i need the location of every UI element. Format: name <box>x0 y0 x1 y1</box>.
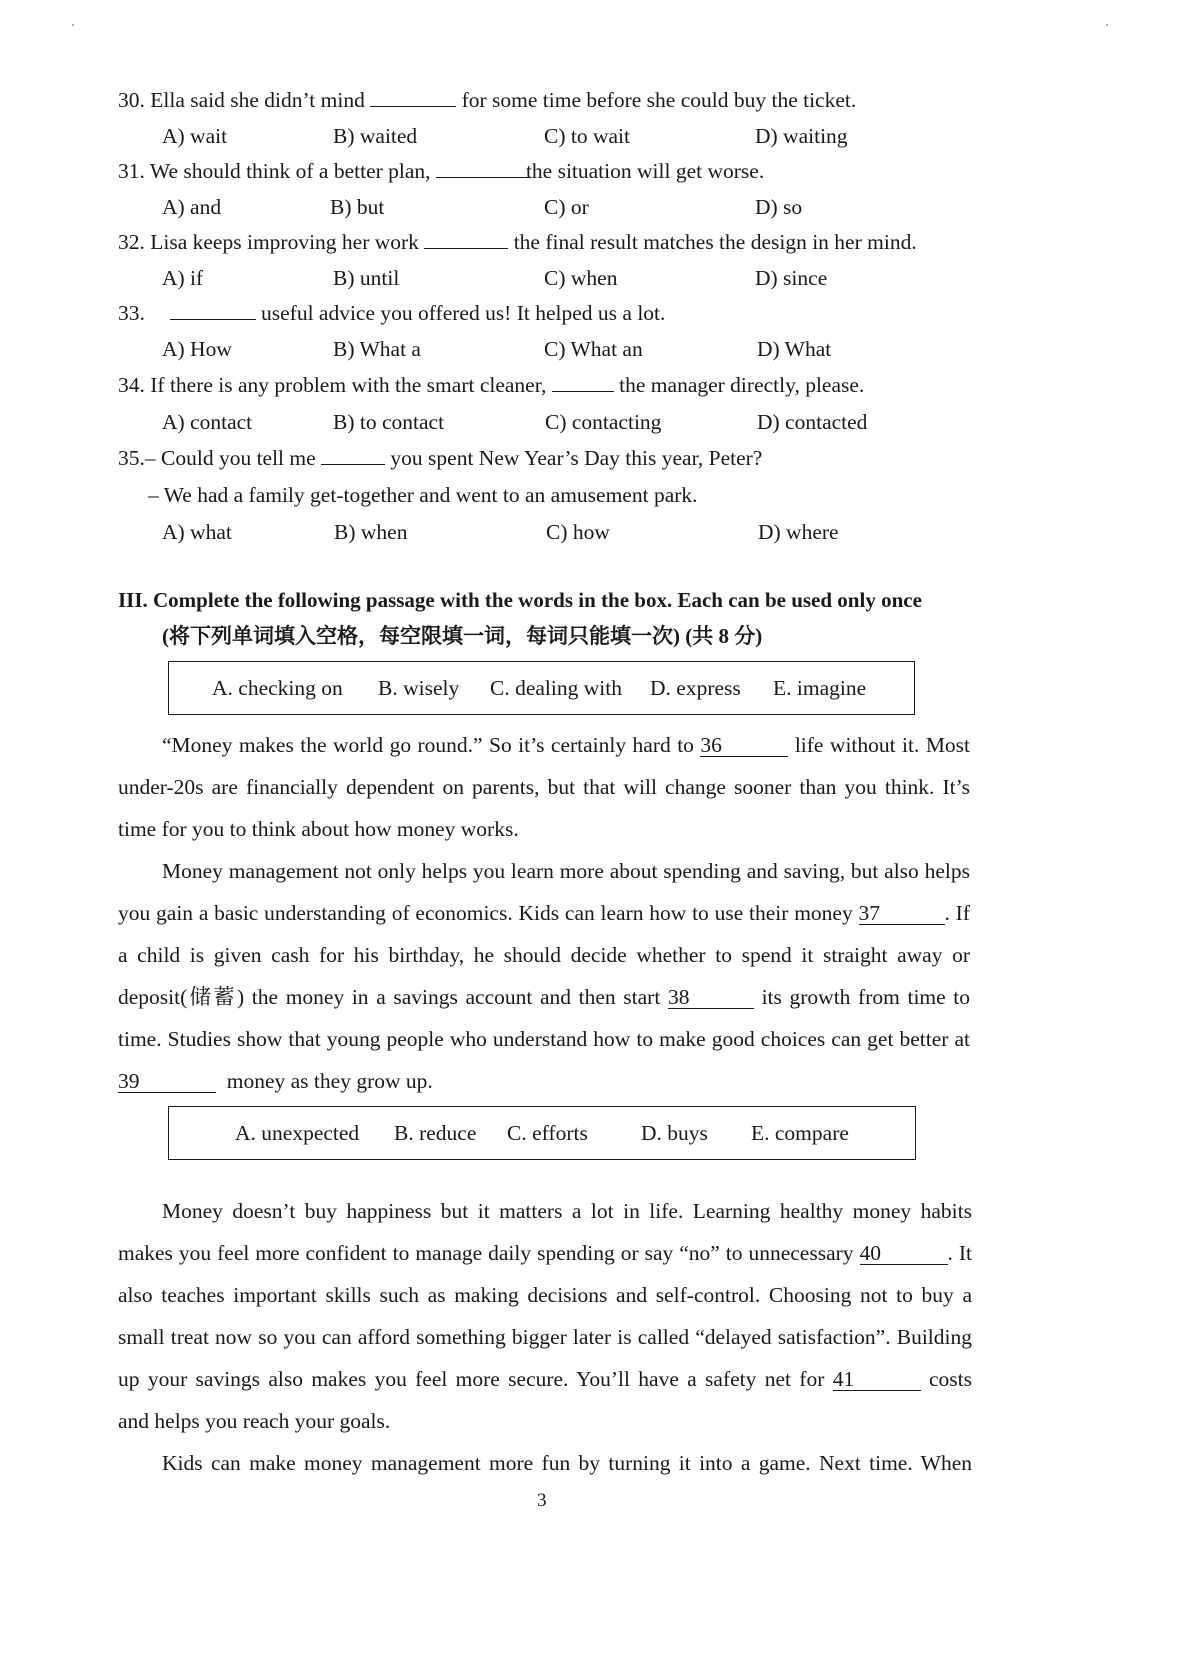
section-heading: III. Complete the following passage with the words in the box. Each can be used only once <box>118 588 922 612</box>
question-number: 33. <box>118 301 145 325</box>
question-number: 30. <box>118 88 145 112</box>
question-30 <box>118 86 856 114</box>
option-c[interactable]: C) or <box>544 195 589 219</box>
question-text-after: the manager directly, please. <box>619 373 865 397</box>
option-d[interactable]: D) contacted <box>757 410 868 434</box>
passage-line: time for you to think about how money works. <box>118 817 519 841</box>
word-box-2 <box>168 1106 916 1160</box>
page-number: 3 <box>537 1490 547 1511</box>
passage-line: up your savings also makes you feel more secure. You’ll have a safety net for 41 costs <box>118 1367 973 1391</box>
passage-line: Money management not only helps you learn more about spending and saving, but also helps <box>162 859 970 883</box>
question-text-after: for some time before she could buy the ticket. <box>461 88 857 112</box>
word-option: B. reduce <box>394 1121 477 1145</box>
word-option: B. wisely <box>378 676 460 700</box>
option-d[interactable]: D) waiting <box>755 124 848 148</box>
passage-line: 39 money as they grow up. <box>118 1069 433 1093</box>
word-option: A. checking on <box>212 676 343 700</box>
question-31 <box>118 157 764 185</box>
question-text-before: Lisa keeps improving her work <box>150 230 419 254</box>
option-d[interactable]: D) What <box>757 337 832 361</box>
option-c[interactable]: C) how <box>546 520 610 544</box>
question-text-before: – Could you tell me <box>144 446 316 470</box>
answer-blank[interactable] <box>424 228 508 249</box>
question-35-reply: – We had a family get-together and went to an amusement park. <box>148 483 698 507</box>
question-text-after: you spent New Year’s Day this year, Peter? <box>390 446 763 470</box>
answer-blank-38[interactable]: 38 <box>668 986 754 1009</box>
option-c[interactable]: C) contacting <box>545 410 662 434</box>
question-text-after: useful advice you offered us! It helped us a lot. <box>261 301 666 325</box>
answer-blank[interactable] <box>370 86 456 107</box>
word-option: D. express <box>650 676 741 700</box>
question-33 <box>118 299 665 327</box>
answer-blank[interactable] <box>436 157 530 178</box>
question-number: 32. <box>118 230 145 254</box>
passage-line: time. Studies show that young people who understand how to make good choices can get better at <box>118 1027 970 1051</box>
option-a[interactable]: A) and <box>162 195 222 219</box>
answer-blank-39[interactable]: 39 <box>118 1070 216 1093</box>
question-text-before: Ella said she didn’t mind <box>150 88 365 112</box>
passage-line: Money doesn’t buy happiness but it matters a lot in life. Learning healthy money habits <box>162 1199 972 1223</box>
answer-blank-36[interactable]: 36 <box>700 734 788 757</box>
option-b[interactable]: B) until <box>333 266 400 290</box>
question-text-after: the situation will get worse. <box>525 159 765 183</box>
option-a[interactable]: A) wait <box>162 124 228 148</box>
passage-2 <box>118 1190 972 1484</box>
passage-line: makes you feel more confident to manage daily spending or say “no” to unnecessary 40 . It <box>118 1241 973 1265</box>
option-d[interactable]: D) so <box>755 195 803 219</box>
word-option: E. compare <box>751 1121 849 1145</box>
option-b[interactable]: B) waited <box>333 124 418 148</box>
question-text-after: the final result matches the design in her mind. <box>513 230 917 254</box>
option-b[interactable]: B) What a <box>333 337 421 361</box>
passage-line: and helps you reach your goals. <box>118 1409 391 1433</box>
answer-blank[interactable] <box>552 371 614 392</box>
question-32 <box>118 228 917 256</box>
passage-line: you gain a basic understanding of economics. Kids can learn how to use their money 37 . If <box>118 901 970 925</box>
option-a[interactable]: A) How <box>162 337 232 361</box>
option-a[interactable]: A) contact <box>162 410 253 434</box>
question-34 <box>118 371 864 399</box>
option-a[interactable]: A) if <box>162 266 204 290</box>
word-option: E. imagine <box>773 676 867 700</box>
question-number: 31. <box>118 159 145 183</box>
option-d[interactable]: D) where <box>758 520 839 544</box>
passage-line: also teaches important skills such as making decisions and self-control. Choosing not to buy a <box>118 1283 972 1307</box>
answer-blank-40[interactable]: 40 <box>860 1242 948 1265</box>
answer-blank-37[interactable]: 37 <box>859 902 945 925</box>
passage-line: Kids can make money management more fun by turning it into a game. Next time. When <box>162 1451 972 1475</box>
passage-line: deposit(储蓄) the money in a savings account and then start 38 its growth from time to <box>118 985 971 1009</box>
passage-line: under-20s are financially dependent on parents, but that will change sooner than you think. It’s <box>118 775 970 799</box>
question-text-before: We should think of a better plan, <box>149 159 431 183</box>
question-number: 35. <box>118 446 145 470</box>
option-c[interactable]: C) to wait <box>544 124 630 148</box>
option-c[interactable]: C) What an <box>544 337 643 361</box>
passage-line: “Money makes the world go round.” So it’s certainly hard to 36 life without it. Most <box>162 733 971 757</box>
question-35 <box>118 444 762 472</box>
answer-blank[interactable] <box>170 299 256 320</box>
answer-blank-41[interactable]: 41 <box>833 1368 921 1391</box>
question-text-before: If there is any problem with the smart cleaner, <box>150 373 547 397</box>
answer-blank[interactable] <box>321 444 385 465</box>
option-b[interactable]: B) to contact <box>333 410 445 434</box>
scan-speck <box>72 24 74 26</box>
option-a[interactable]: A) what <box>162 520 232 544</box>
option-d[interactable]: D) since <box>755 266 828 290</box>
word-option: C. dealing with <box>490 676 622 700</box>
word-option: A. unexpected <box>235 1121 360 1145</box>
passage-line: a child is given cash for his birthday, he should decide whether to spend it straight away or <box>118 943 970 967</box>
section-instruction: (将下列单词填入空格，每空限填一词，每词只能填一次) (共 8 分) <box>162 624 763 648</box>
option-b[interactable]: B) when <box>334 520 408 544</box>
word-option: C. efforts <box>507 1121 588 1145</box>
scan-speck <box>1106 24 1108 26</box>
question-number: 34. <box>118 373 145 397</box>
passage-1 <box>118 724 970 1102</box>
option-b[interactable]: B) but <box>330 195 385 219</box>
passage-line: small treat now so you can afford something bigger later is called “delayed satisfaction”. Building <box>118 1325 972 1349</box>
word-box-1 <box>168 661 915 715</box>
option-c[interactable]: C) when <box>544 266 618 290</box>
word-option: D. buys <box>641 1121 708 1145</box>
